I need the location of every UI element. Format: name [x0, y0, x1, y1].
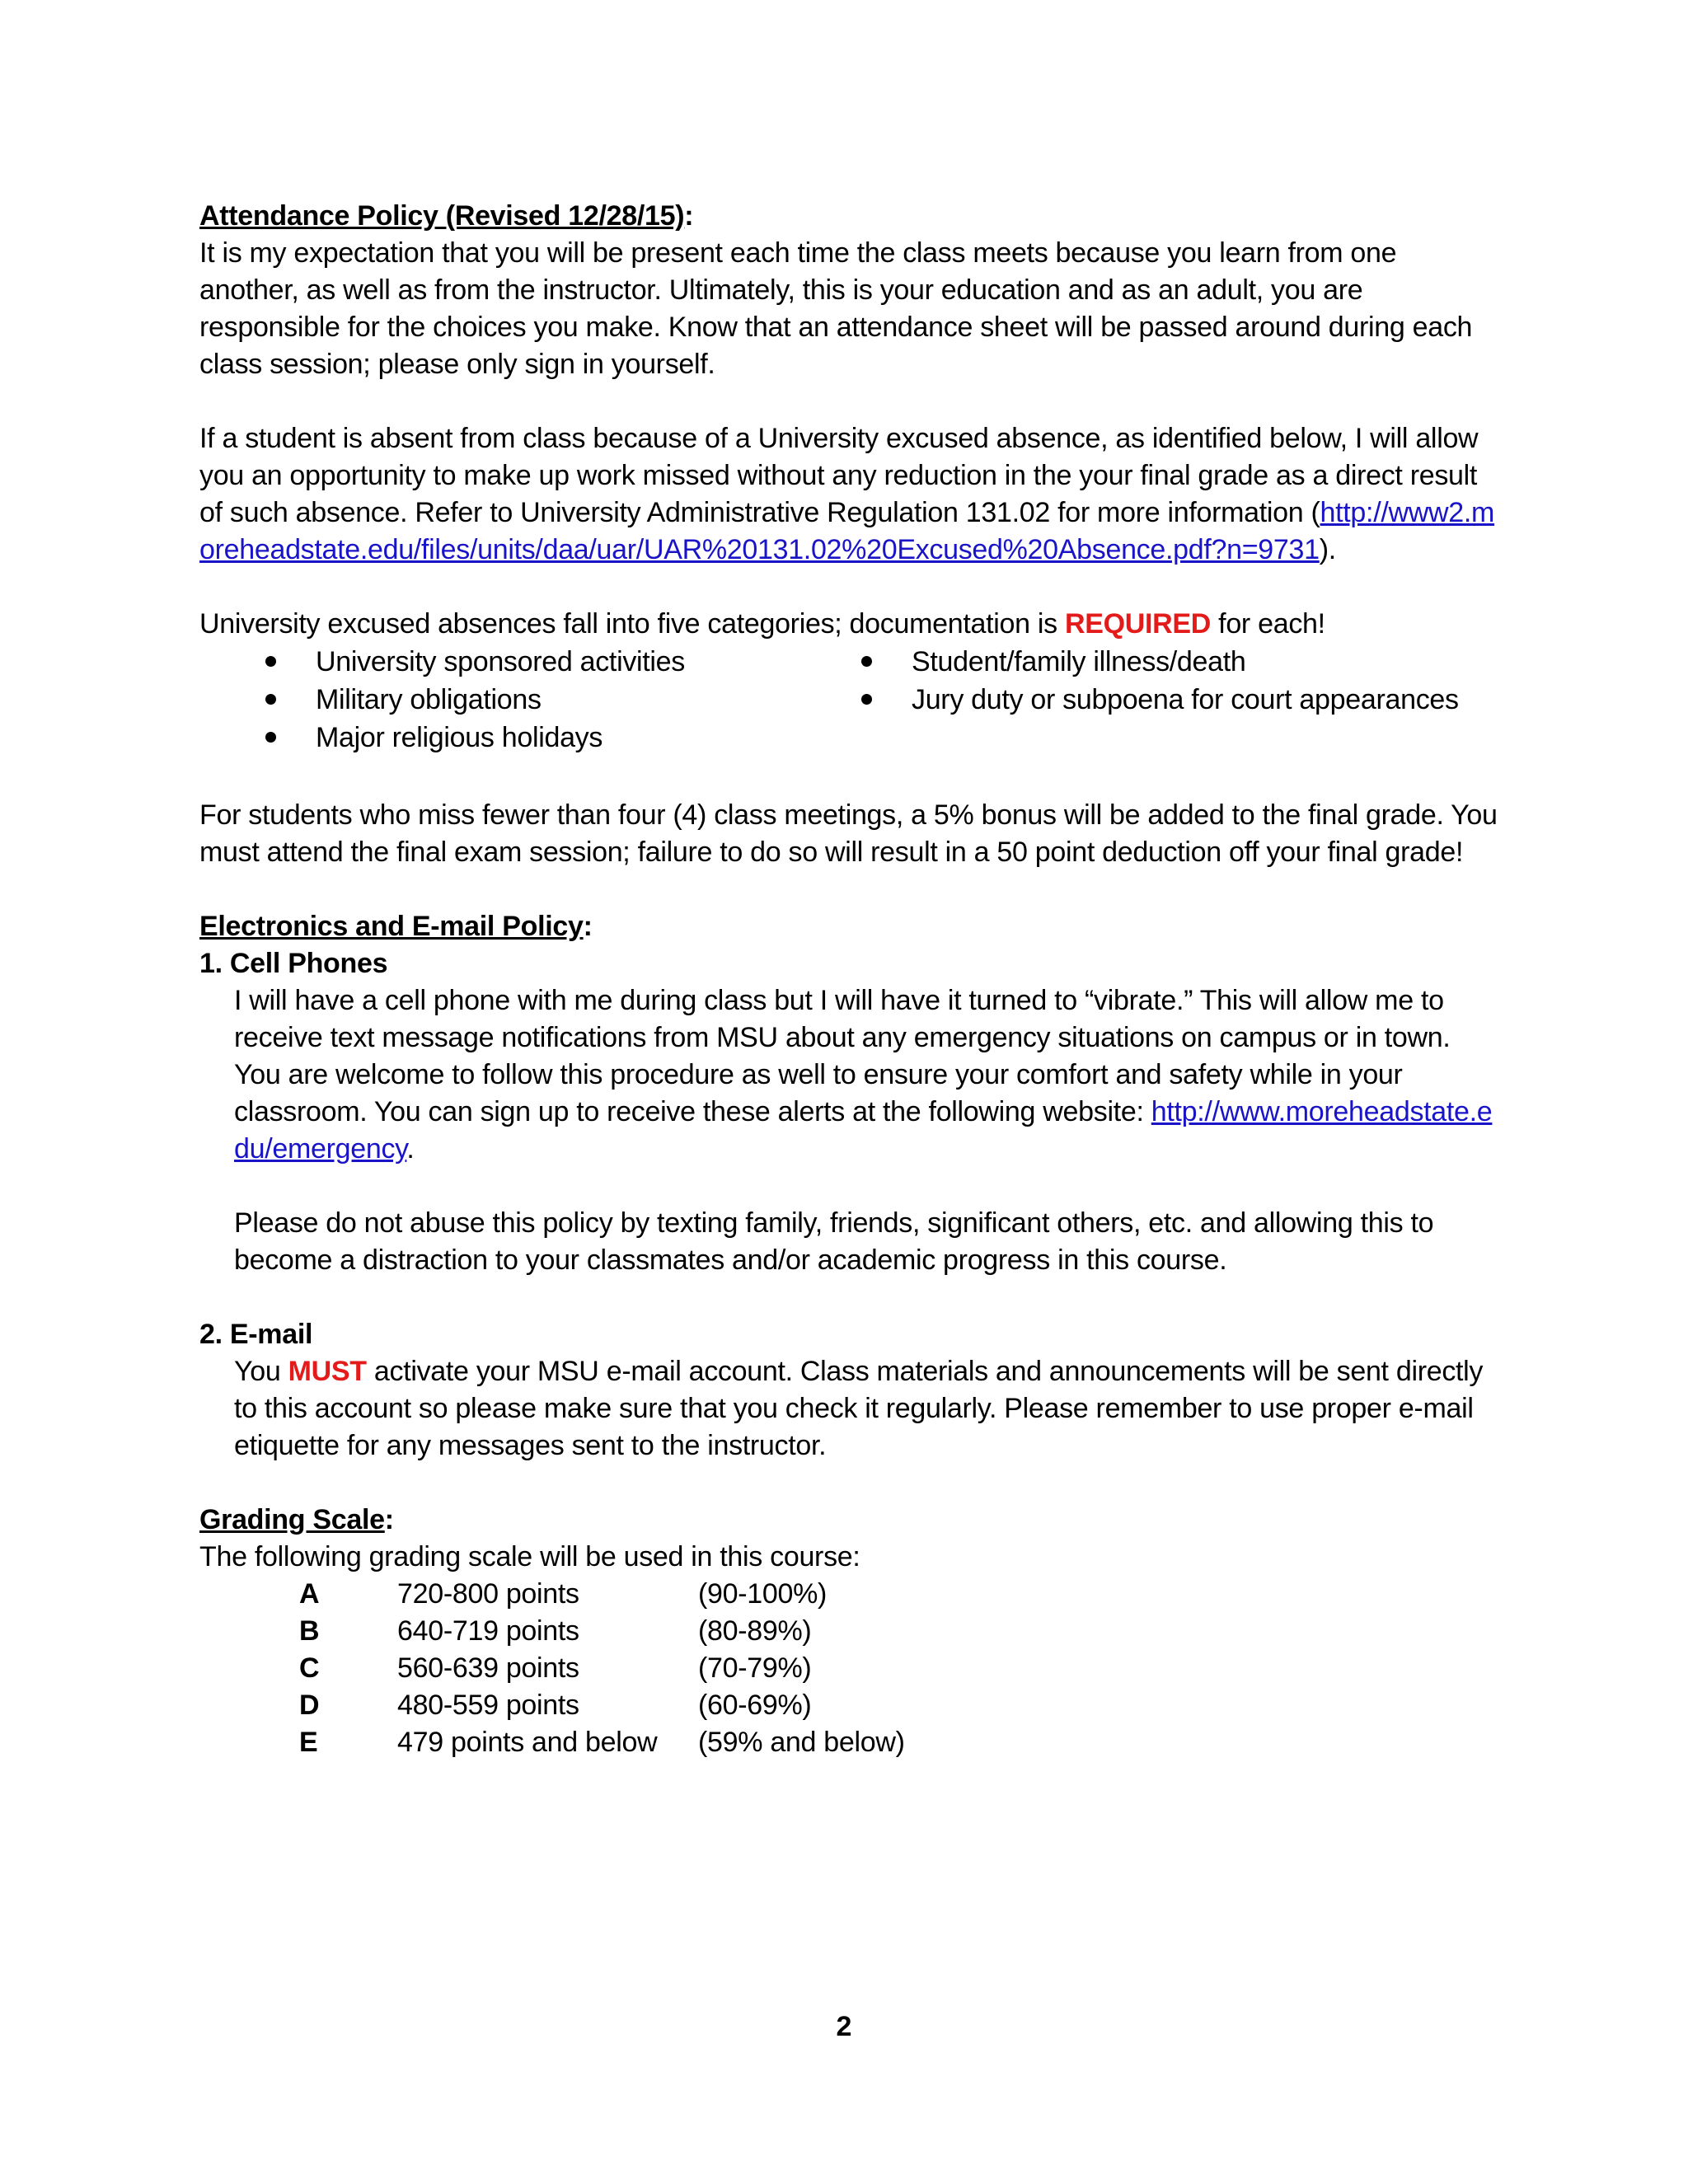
grade-percent: (90-100%) [698, 1578, 828, 1610]
cell-phones-paragraph-1 [199, 982, 1502, 1168]
list-item [265, 681, 685, 719]
open-paren: ( [1311, 497, 1320, 528]
attendance-heading [199, 198, 1502, 235]
list-item [265, 719, 685, 757]
categories-left-column [265, 643, 685, 757]
list-item [861, 681, 1459, 719]
cell-phones-paragraph-1-text: I will have a cell phone with me during class but I will have it turned to “vibrate.” This will allow me to receive text message notifications from MSU about any emergency situations on campus or in town. You are welcome to follow this procedure as well to ensure your comfort and safety while in your classroom. You can sign up to receive these alerts at the following website: [234, 985, 1451, 1127]
bullet-icon [265, 694, 276, 705]
grade-points: 560-639 points [397, 1652, 579, 1684]
email-paragraph-start: You [234, 1356, 288, 1387]
attendance-paragraph-2 [199, 420, 1502, 569]
table-row [199, 1576, 905, 1613]
email-title: 2. E-mail [199, 1319, 313, 1350]
table-row [199, 1613, 905, 1650]
grade-percent: (70-79%) [698, 1652, 812, 1684]
list-item-text: Major religious holidays [316, 722, 603, 753]
document-page [199, 198, 1502, 1761]
bullet-icon [265, 656, 276, 667]
categories-intro-end: for each! [1211, 608, 1325, 640]
grading-scale-table [199, 1576, 905, 1761]
email-paragraph-end: activate your MSU e-mail account. Class materials and announcements will be sent directly to this account so please make sure that you check it regularly. Please remember to use proper e-mail etiquette for any messages sent to the instructor. [234, 1356, 1484, 1461]
grade-letter: A [299, 1578, 320, 1610]
must-emphasis: MUST [288, 1356, 367, 1387]
page-number: 2 [836, 2011, 852, 2042]
emergency-alerts-link[interactable]: http://www.moreheadstate.edu/emergency [234, 1096, 1493, 1165]
table-row [199, 1724, 905, 1761]
bullet-icon [861, 656, 872, 667]
grade-points: 640-719 points [397, 1615, 579, 1647]
grade-letter: B [299, 1615, 320, 1647]
period: . [406, 1133, 415, 1165]
list-item [861, 643, 1459, 681]
electronics-heading-text: Electronics and E-mail Policy [199, 911, 584, 942]
grade-letter: C [299, 1652, 320, 1684]
list-item-text: University sponsored activities [316, 646, 685, 677]
categories-intro [199, 606, 1502, 643]
grading-heading-text: Grading Scale [199, 1504, 385, 1535]
email-paragraph [199, 1353, 1502, 1465]
bullet-icon [265, 732, 276, 743]
grading-heading-colon: : [384, 1504, 394, 1535]
grade-points: 479 points and below [397, 1727, 658, 1758]
attendance-heading-text: Attendance Policy (Revised 12/28/15) [199, 200, 685, 232]
grade-percent: (60-69%) [698, 1690, 812, 1721]
cell-phones-paragraph-2: Please do not abuse this policy by texting family, friends, significant others, etc. and allowing this to become a distraction to your classmates and/or academic progress in this course. [234, 1207, 1434, 1276]
grade-percent: (59% and below) [698, 1727, 905, 1758]
bullet-icon [861, 694, 872, 705]
grading-intro: The following grading scale will be used in this course: [199, 1541, 860, 1572]
grade-points: 480-559 points [397, 1690, 579, 1721]
grade-percent: (80-89%) [698, 1615, 812, 1647]
grade-letter: E [299, 1727, 318, 1758]
excused-absence-categories [199, 643, 1502, 760]
table-row [199, 1650, 905, 1687]
excused-absence-regulation-link[interactable]: http://www2.moreheadstate.edu/files/units/daa/uar/UAR%20131.02%20Excused%20Absence.pdf?n=9731 [199, 497, 1495, 565]
table-row [199, 1687, 905, 1724]
grade-points: 720-800 points [397, 1578, 579, 1610]
bonus-paragraph: For students who miss fewer than four (4) class meetings, a 5% bonus will be added to the final grade. You must attend the final exam session; failure to do so will result in a 50 point deduction off your final grade! [199, 799, 1498, 868]
grading-heading [199, 1502, 1502, 1539]
close-paren: ). [1319, 534, 1336, 565]
electronics-heading-colon: : [583, 911, 593, 942]
categories-right-column [861, 643, 1459, 719]
list-item-text: Student/family illness/death [912, 646, 1246, 677]
categories-intro-text: University excused absences fall into five categories; documentation is [199, 608, 1065, 640]
attendance-paragraph-1: It is my expectation that you will be present each time the class meets because you learn from one another, as well as from the instructor. Ultimately, this is your education and as an adult, you are responsible for the choices you make. Know that an attendance sheet will be passed around during each class session; please only sign in yourself. [199, 237, 1473, 380]
required-emphasis: REQUIRED [1064, 608, 1212, 640]
cell-phones-title: 1. Cell Phones [199, 948, 388, 979]
list-item-text: Jury duty or subpoena for court appearances [912, 684, 1459, 715]
attendance-heading-colon: : [684, 200, 694, 232]
electronics-heading [199, 908, 1502, 945]
list-item-text: Military obligations [316, 684, 542, 715]
list-item [265, 643, 685, 681]
attendance-paragraph-2-text: If a student is absent from class because of a University excused absence, as identified below, I will allow you an opportunity to make up work missed without any reduction in the your final grade as a direct result of such absence. Refer to University Administrative Regulation 131.02 for more information [199, 423, 1479, 528]
grade-letter: D [299, 1690, 320, 1721]
